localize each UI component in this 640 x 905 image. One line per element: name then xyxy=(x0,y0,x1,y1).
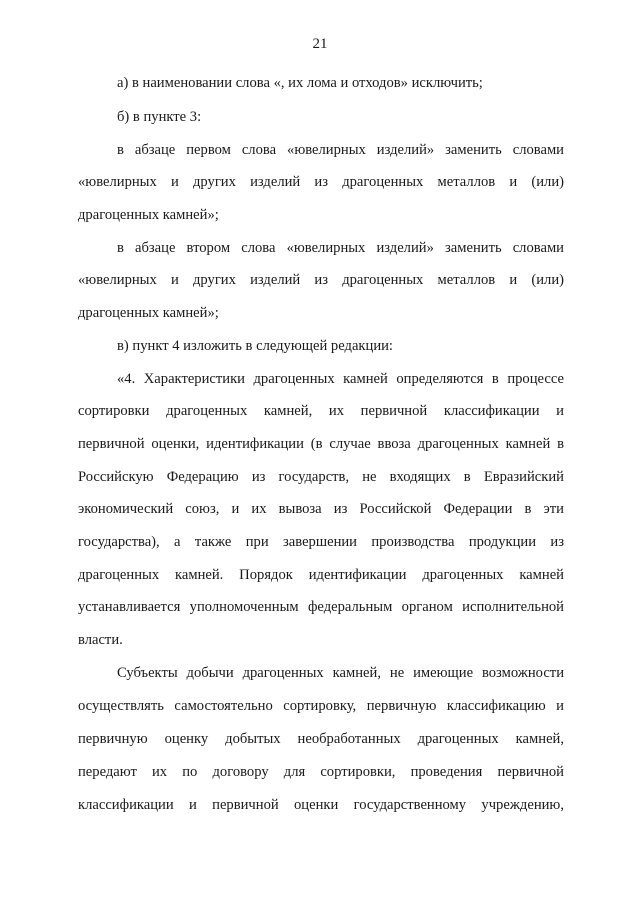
text-line: первичной оценки, идентификации (в случае ввоза драгоценных камней в xyxy=(78,436,564,452)
text-line: передают их по договору для сортировки, проведения первичной xyxy=(78,764,564,780)
text-line: классификации и первичной оценки государственному учреждению, xyxy=(78,797,564,813)
text-line: Субъекты добычи драгоценных камней, не имеющие возможности xyxy=(117,665,564,681)
text-line: б) в пункте 3: xyxy=(117,109,202,125)
text-line: власти. xyxy=(78,632,123,648)
page-number: 21 xyxy=(312,36,328,52)
text-line: в абзаце первом слова «ювелирных изделий» заменить словами xyxy=(117,142,564,158)
text-line: «ювелирных и других изделий из драгоценных металлов и (или) xyxy=(78,272,564,288)
text-line: сортировки драгоценных камней, их первичной классификации и xyxy=(78,403,564,419)
text-line: в) пункт 4 изложить в следующей редакции: xyxy=(117,338,393,354)
text-line: драгоценных камней. Порядок идентификации драгоценных камней xyxy=(78,567,564,583)
text-line: Российскую Федерацию из государств, не входящих в Евразийский xyxy=(78,469,564,485)
text-line: устанавливается уполномоченным федеральным органом исполнительной xyxy=(78,599,564,615)
text-line: «4. Характеристики драгоценных камней определяются в процессе xyxy=(117,371,564,387)
text-line: осуществлять самостоятельно сортировку, первичную классификацию и xyxy=(78,698,564,714)
text-line: а) в наименовании слова «, их лома и отходов» исключить; xyxy=(117,75,483,91)
text-line: «ювелирных и других изделий из драгоценных металлов и (или) xyxy=(78,174,564,190)
text-line: первичную оценку добытых необработанных драгоценных камней, xyxy=(78,731,564,747)
text-line: драгоценных камней»; xyxy=(78,207,219,223)
text-line: государства), а также при завершении производства продукции из xyxy=(78,534,564,550)
text-line: в абзаце втором слова «ювелирных изделий» заменить словами xyxy=(117,240,564,256)
text-line: драгоценных камней»; xyxy=(78,305,219,321)
text-line: экономический союз, и их вывоза из Российской Федерации в эти xyxy=(78,501,564,517)
